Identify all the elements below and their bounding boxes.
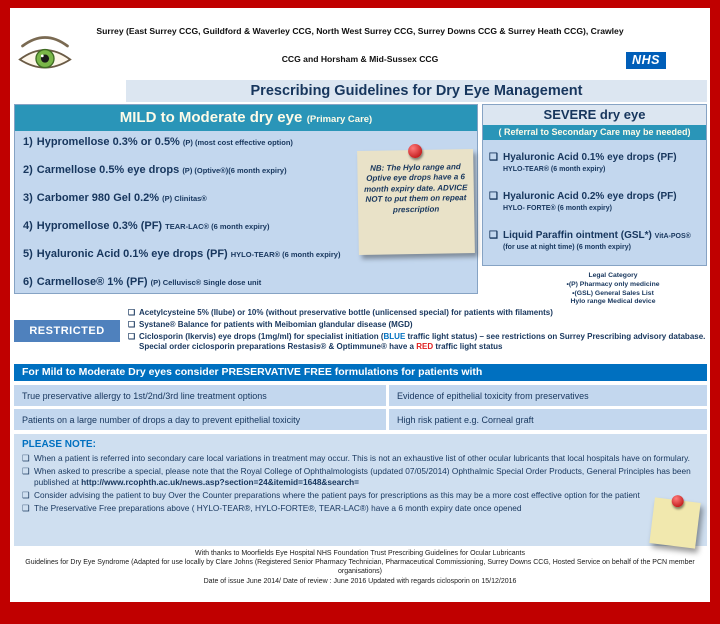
sticky-note — [649, 497, 700, 548]
list-item: 1) Hypromellose 0.3% or 0.5% (P) (most cost effective option) — [23, 136, 293, 148]
footer-line: Date of issue June 2014/ Date of review : June 2016 Updated with regards ciclosporin on 15/12/2016 — [203, 577, 517, 585]
list-item: ❑ The Preservative Free preparations above ( HYLO-TEAR®, HYLO-FORTE®, TEAR-LAC®) have a 6 month expiry date once opened — [22, 502, 522, 513]
header-line1: Surrey (East Surrey CCG, Guildford & Waverley CCG, North West Surrey CCG, Surrey Downs CCG & Surrey Heath CCG), Crawley — [96, 26, 624, 36]
pushpin-icon — [408, 144, 422, 158]
legal-line: Hylo range Medical device — [570, 298, 656, 306]
severe-list — [483, 140, 706, 265]
preservative-free-banner: For Mild to Moderate Dry eyes consider PRESERVATIVE FREE formulations for patients with — [14, 364, 707, 381]
severe-panel-subtitle: ( Referral to Secondary Care may be needed) — [483, 125, 706, 140]
list-item: 2) Carmellose 0.5% eye drops (P) (Optive®)(6 month expiry) — [23, 164, 287, 176]
poster-inner — [10, 8, 710, 602]
square-bullet-icon: ❑ — [22, 466, 30, 477]
list-item: ❑ Hyaluronic Acid 0.1% eye drops (PF) HYLO-TEAR® (6 month expiry) — [489, 151, 677, 174]
square-bullet-icon: ❑ — [489, 151, 498, 163]
list-item: 3) Carbomer 980 Gel 0.2% (P) Clinitas® — [23, 192, 207, 204]
severe-panel-title: SEVERE dry eye — [483, 105, 706, 125]
footer — [18, 549, 702, 586]
severe-panel — [482, 104, 707, 266]
list-item: ❑ Ciclosporin (Ikervis) eye drops (1mg/ml) for specialist initiation (BLUE traffic light status) – see restrictions on Surrey Prescribing advisory database. Special order ciclosporin preparations Restasis® & Optimmune® have a RED traffic light status — [128, 331, 706, 352]
restricted-section — [14, 308, 707, 354]
mild-title-suffix: (Primary Care) — [306, 114, 373, 125]
please-note-title: PLEASE NOTE: — [22, 439, 96, 450]
list-item: 6) Carmellose® 1% (PF) (P) Celluvisc® Single dose unit — [23, 276, 262, 288]
list-item: 5) Hyaluronic Acid 0.1% eye drops (PF) HYLO-TEAR® (6 month expiry) — [23, 248, 341, 260]
list-item: ❑ Consider advising the patient to buy Over the Counter preparations where the patient pays for prescriptions as this may be a more cost effective option for the patient — [22, 489, 640, 500]
footer-line: Guidelines for Dry Eye Syndrome (Adapted for use locally by Clare Johns (Registered Senior Pharmacy Technician, Pharmaceutical Commissioning, Surrey Downs CCG, Hosted Service on behalf of the PCN member organisations) — [25, 559, 695, 576]
table-cell: True preservative allergy to 1st/2nd/3rd line treatment options — [14, 385, 386, 406]
nb-note-text: NB: The Hylo range and Optive eye drops have a 6 month expiry date. ADVICE NOT to put them on repeat prescription — [364, 162, 468, 214]
table-cell: High risk patient e.g. Corneal graft — [389, 409, 707, 430]
header-line2: CCG and Horsham & Mid-Sussex CCG — [281, 54, 439, 64]
legal-title: Legal Category — [588, 272, 638, 279]
blue-traffic-light-word: BLUE — [383, 331, 406, 341]
list-item: ❑ Hyaluronic Acid 0.2% eye drops (PF) HYLO- FORTE® (6 month expiry) — [489, 190, 677, 213]
mild-title-text: MILD to Moderate dry eye — [119, 109, 303, 126]
square-bullet-icon: ❑ — [489, 229, 498, 241]
legal-line: •(P) Pharmacy only medicine — [566, 280, 660, 288]
list-item: 4) Hypromellose 0.3% (PF) TEAR-LAC® (6 month expiry) — [23, 220, 270, 232]
list-item: ❑ Systane® Balance for patients with Meibomian glandular disease (MGD) — [128, 319, 413, 329]
sticky-note-nb — [357, 149, 475, 255]
rcophth-link[interactable]: http://www.rcophth.ac.uk/news.asp?section=24&itemid=1648&search= — [81, 476, 360, 487]
square-bullet-icon: ❑ — [489, 190, 498, 202]
pushpin-icon — [671, 494, 684, 507]
restricted-items — [128, 308, 707, 354]
list-item: ❑ When a patient is referred into secondary care local variations in treatment may occur. This is not an exhaustive list of other ocular lubricants that local hospitals have on formulary. — [22, 453, 690, 463]
list-item: ❑ When asked to prescribe a special, please note that the Royal College of Ophthalmologists (updated 07/05/2014) Ophthalmic Special Order Products, General Principles has been published at http://www.rcophth.ac.uk/news.asp?section=24&itemid=1648&search= — [22, 466, 691, 487]
page-title: Prescribing Guidelines for Dry Eye Management — [126, 80, 707, 102]
please-note-section — [14, 434, 707, 546]
square-bullet-icon: ❑ — [128, 308, 136, 317]
preservative-free-table — [14, 385, 707, 430]
list-item: ❑ Acetylcysteine 5% (Ilube) or 10% (without preservative bottle (unlicensed special) for patients with filaments) — [128, 308, 553, 317]
eye-logo-icon — [18, 32, 72, 78]
legal-category-note — [520, 272, 706, 307]
square-bullet-icon: ❑ — [22, 489, 30, 500]
square-bullet-icon: ❑ — [22, 502, 30, 513]
table-cell: Patients on a large number of drops a day to prevent epithelial toxicity — [14, 409, 386, 430]
square-bullet-icon: ❑ — [128, 319, 136, 329]
square-bullet-icon: ❑ — [128, 331, 136, 341]
mild-panel-title — [15, 105, 477, 131]
restricted-badge: RESTRICTED — [14, 320, 120, 342]
table-cell: Evidence of epithelial toxicity from preservatives — [389, 385, 707, 406]
legal-line: •(GSL) General Sales List — [572, 289, 654, 297]
list-item: ❑ Liquid Paraffin ointment (GSL*) VitA-POS® (for use at night time) (6 month expiry) — [489, 229, 691, 252]
nhs-logo: NHS — [626, 52, 666, 69]
footer-line: With thanks to Moorfields Eye Hospital NHS Foundation Trust Prescribing Guidelines for Ocular Lubricants — [195, 550, 525, 557]
red-traffic-light-word: RED — [416, 342, 434, 352]
square-bullet-icon: ❑ — [22, 453, 30, 463]
